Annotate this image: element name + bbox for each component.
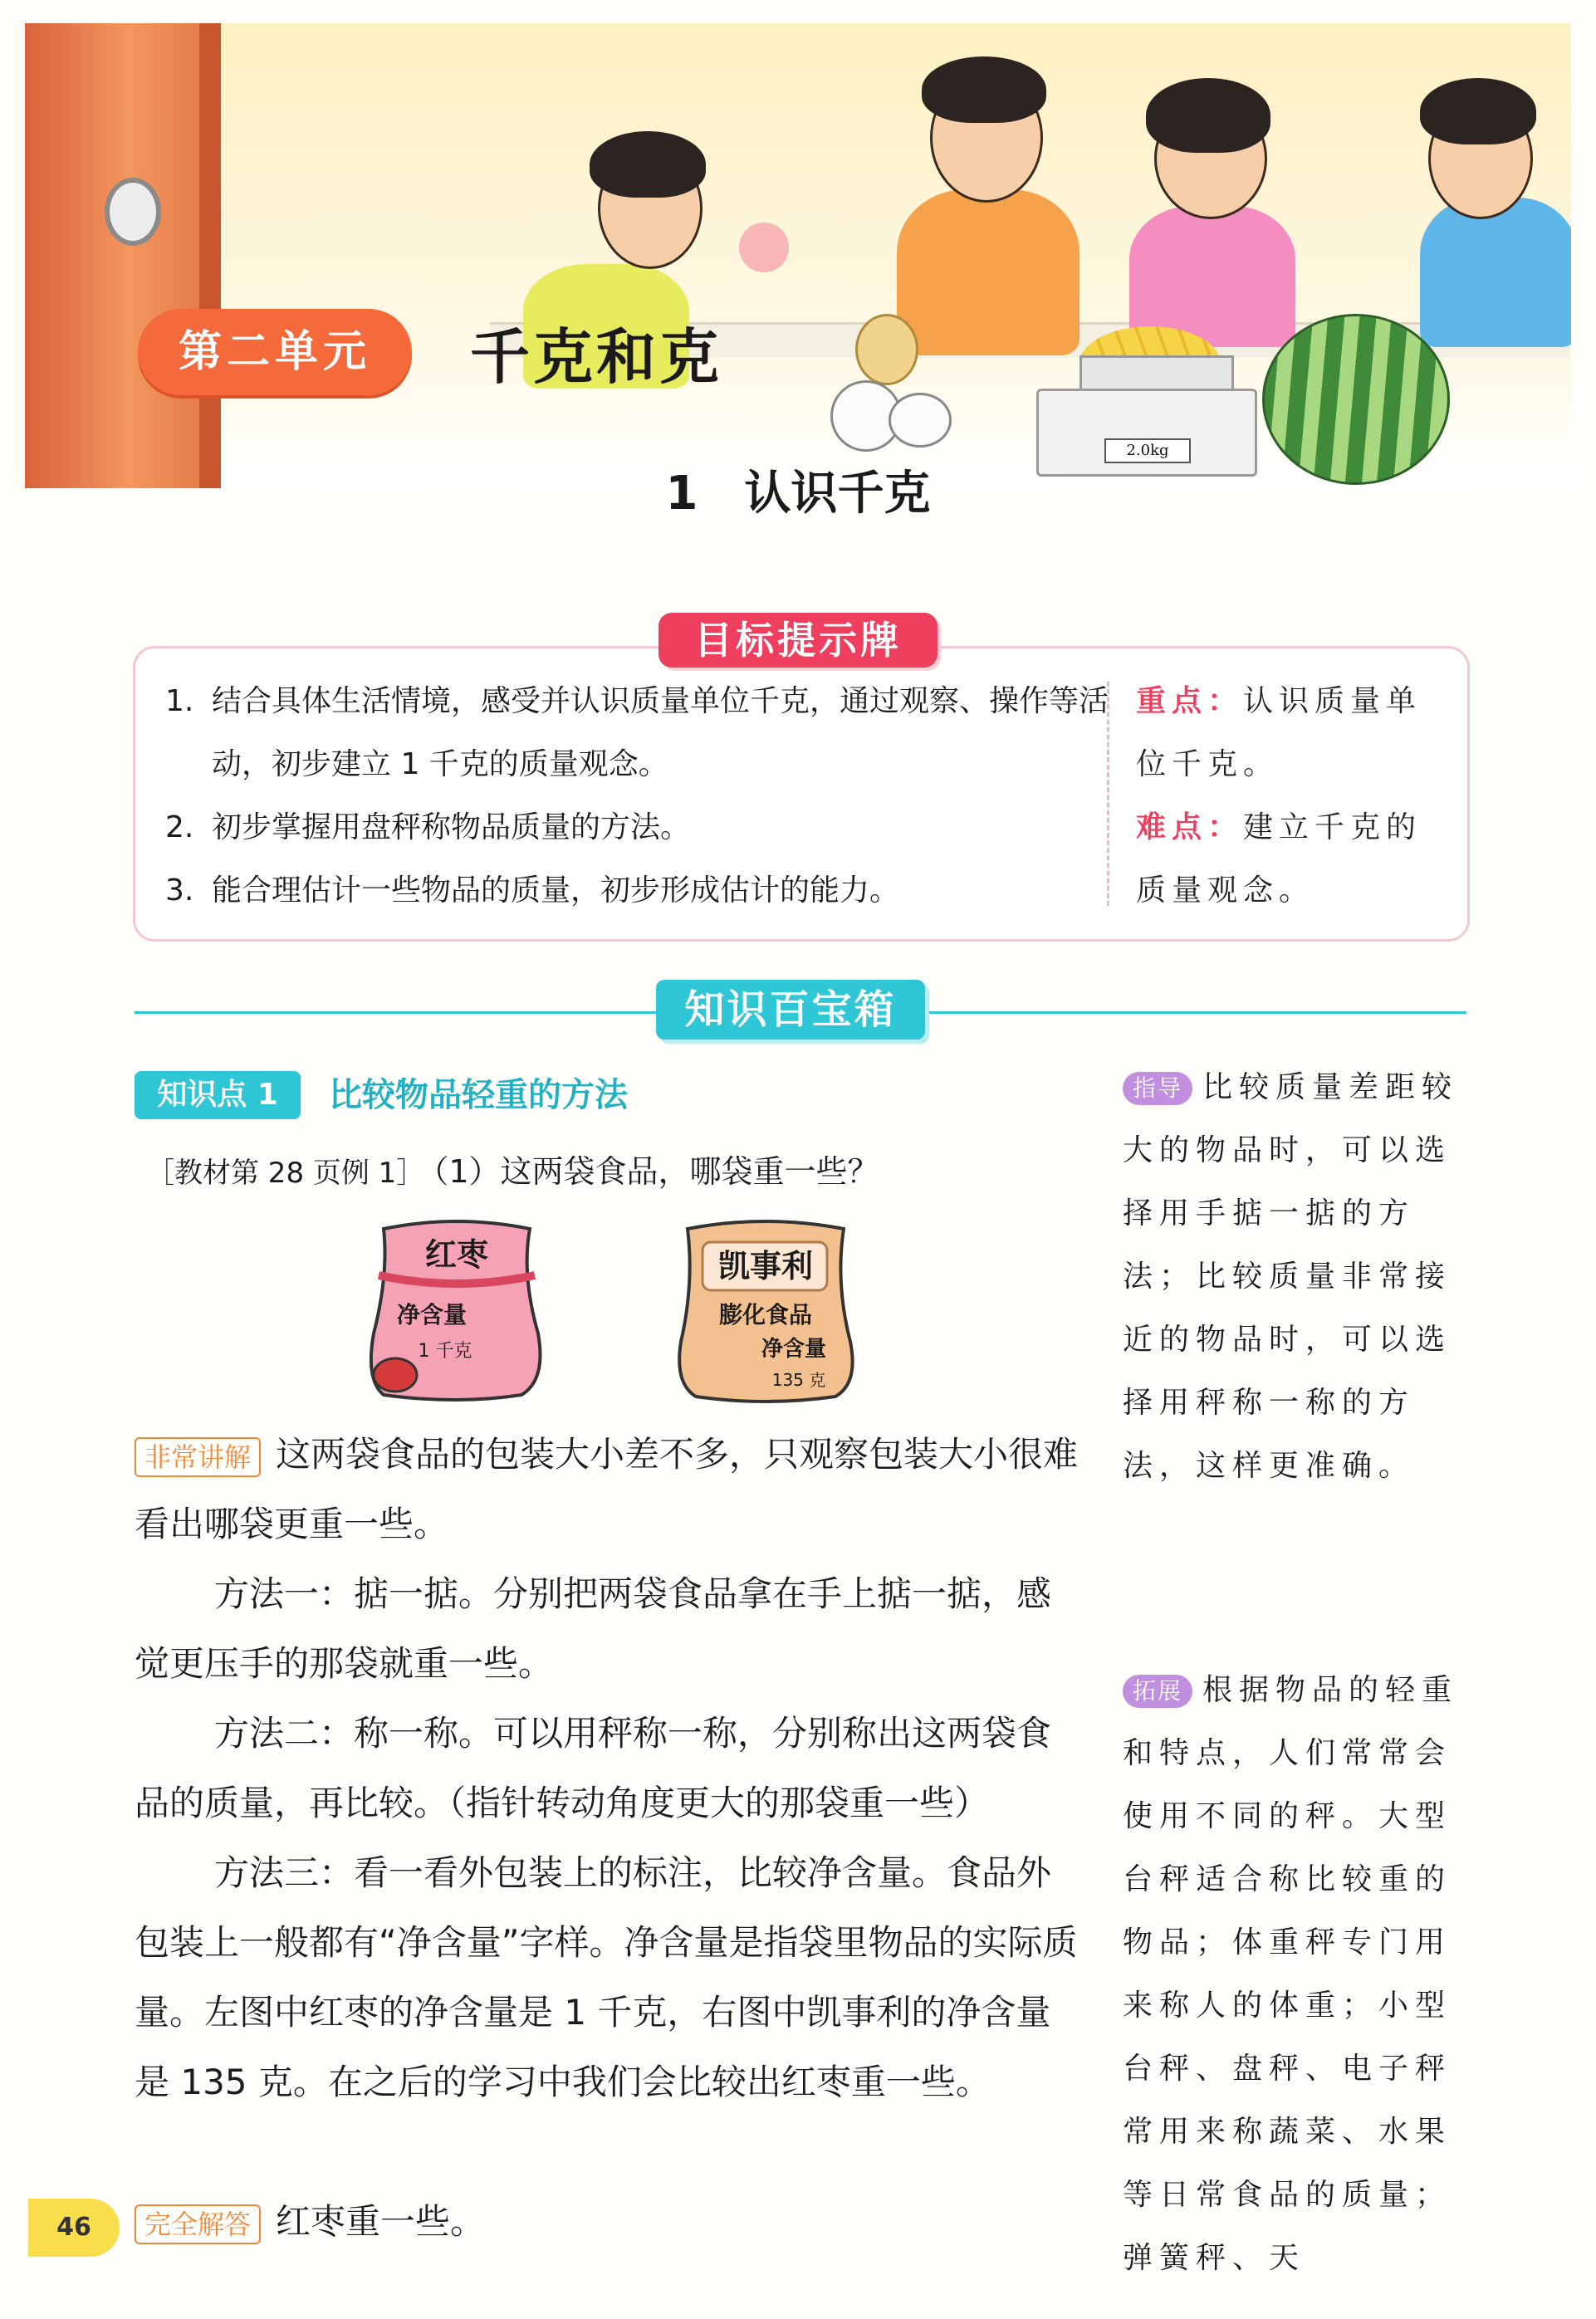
bag-tan-name: 凯事利 — [717, 1248, 813, 1284]
goals-box — [133, 646, 1470, 942]
lesson-title-text: 认识千克 — [744, 467, 931, 521]
bag-red-net-label: 净含量 — [396, 1301, 467, 1328]
girl-in-pink-illustration — [1121, 48, 1312, 347]
knowledge-point-title: 比较物品轻重的方法 — [329, 1076, 628, 1114]
bag-tan-net-value: 135 克 — [771, 1370, 826, 1390]
explain-chip: 非常讲解 — [135, 1437, 261, 1477]
goals-list — [165, 670, 1162, 922]
goals-key-points — [1136, 670, 1452, 922]
knowledge-point-tag: 知识点 1 — [135, 1071, 301, 1119]
bag-red-name: 红枣 — [424, 1236, 488, 1273]
goal-item: 3. 能合理估计一些物品的质量，初步形成估计的能力。 — [165, 873, 900, 908]
explanation-paragraph: 非常讲解 这两袋食品的包装大小差不多，只观察包装大小很难看出哪袋更重一些。 — [135, 1434, 1079, 1544]
goals-tag: 目标提示牌 — [658, 613, 938, 668]
difficulty-point: 难点：建立千克的质量观念。 — [1136, 810, 1422, 908]
guide-note: 指导 比较质量差距较大的物品时，可以选择用手掂一掂的方法；比较质量非常接近的物品时，可以选择用秤称一称的方法，这样更准确。 — [1123, 1070, 1459, 1483]
goals-divider — [1107, 682, 1109, 906]
lesson-number: 1 — [665, 467, 698, 521]
pear-illustration — [855, 314, 918, 385]
page-number: 46 — [28, 2199, 120, 2257]
example-question: ［教材第 28 页例 1］ （1）这两袋食品，哪袋重一些？ — [146, 1153, 879, 1190]
unit-badge — [138, 309, 412, 395]
expand-chip: 拓展 — [1123, 1675, 1192, 1708]
bag-tan-net-label: 净含量 — [761, 1337, 826, 1362]
header-illustration — [25, 23, 1571, 488]
unit-label: 第二单元 — [178, 327, 371, 377]
answer-paragraph: 完全解答 红枣重一些。 — [135, 2187, 1081, 2257]
knowledge-banner: 知识百宝箱 — [656, 980, 925, 1040]
door-knob-illustration — [105, 178, 161, 246]
bag-tan-type: 膨化食品 — [718, 1301, 812, 1328]
method-two: 方法二：称一称。可以用秤称一称，分别称出这两袋食品的质量，再比较。（指针转动角度更大的那袋重一些） — [135, 1713, 1052, 1823]
scale-display: 2.0kg — [1104, 438, 1191, 463]
pear-illustration-2 — [889, 393, 952, 448]
unit-title: 千克和克 — [470, 322, 723, 392]
boy-in-orange-hoodie-illustration — [880, 40, 1096, 355]
goal-item: 1. 结合具体生活情境，感受并认识质量单位千克，通过观察、操作等活动，初步建立 1 千克的质量观念。 — [165, 684, 1109, 781]
lesson-title — [0, 457, 1596, 523]
example-reference: ［教材第 28 页例 1］ — [146, 1157, 425, 1190]
method-one: 方法一：掂一掂。分别把两袋食品拿在手上掂一掂，感觉更压手的那袋就重一些。 — [135, 1573, 1052, 1684]
goal-item: 2. 初步掌握用盘秤称物品质量的方法。 — [165, 810, 691, 844]
boy-in-blue-illustration — [1387, 48, 1571, 347]
expand-note: 拓展 根据物品的轻重和特点，人们常常会使用不同的秤。大型台秤适合称比较重的物品；体重秤专门用来称人的体重；小型台秤、盘秤、电子秤常用来称蔬菜、水果等日常食品的质量；弹簧秤、天 — [1123, 1673, 1459, 2275]
answer-chip: 完全解答 — [135, 2204, 261, 2244]
bag-red-net-value: 1 千克 — [418, 1341, 472, 1362]
method-three: 方法三：看一看外包装上的标注，比较净含量。食品外包装上一般都有“净含量”字样。净含量是指袋里物品的实际质量。左图中红枣的净含量是 1 千克，右图中凯事利的净含量是 135 克。在之后的学习中我们会比较出红枣重一些。 — [135, 1852, 1078, 2102]
door-illustration — [25, 23, 199, 488]
red-dates-bag-illustration — [359, 1217, 555, 1402]
key-point: 重点：认识质量单位千克。 — [1136, 684, 1422, 781]
guide-chip: 指导 — [1123, 1072, 1192, 1105]
snack-bag-illustration — [669, 1217, 862, 1403]
